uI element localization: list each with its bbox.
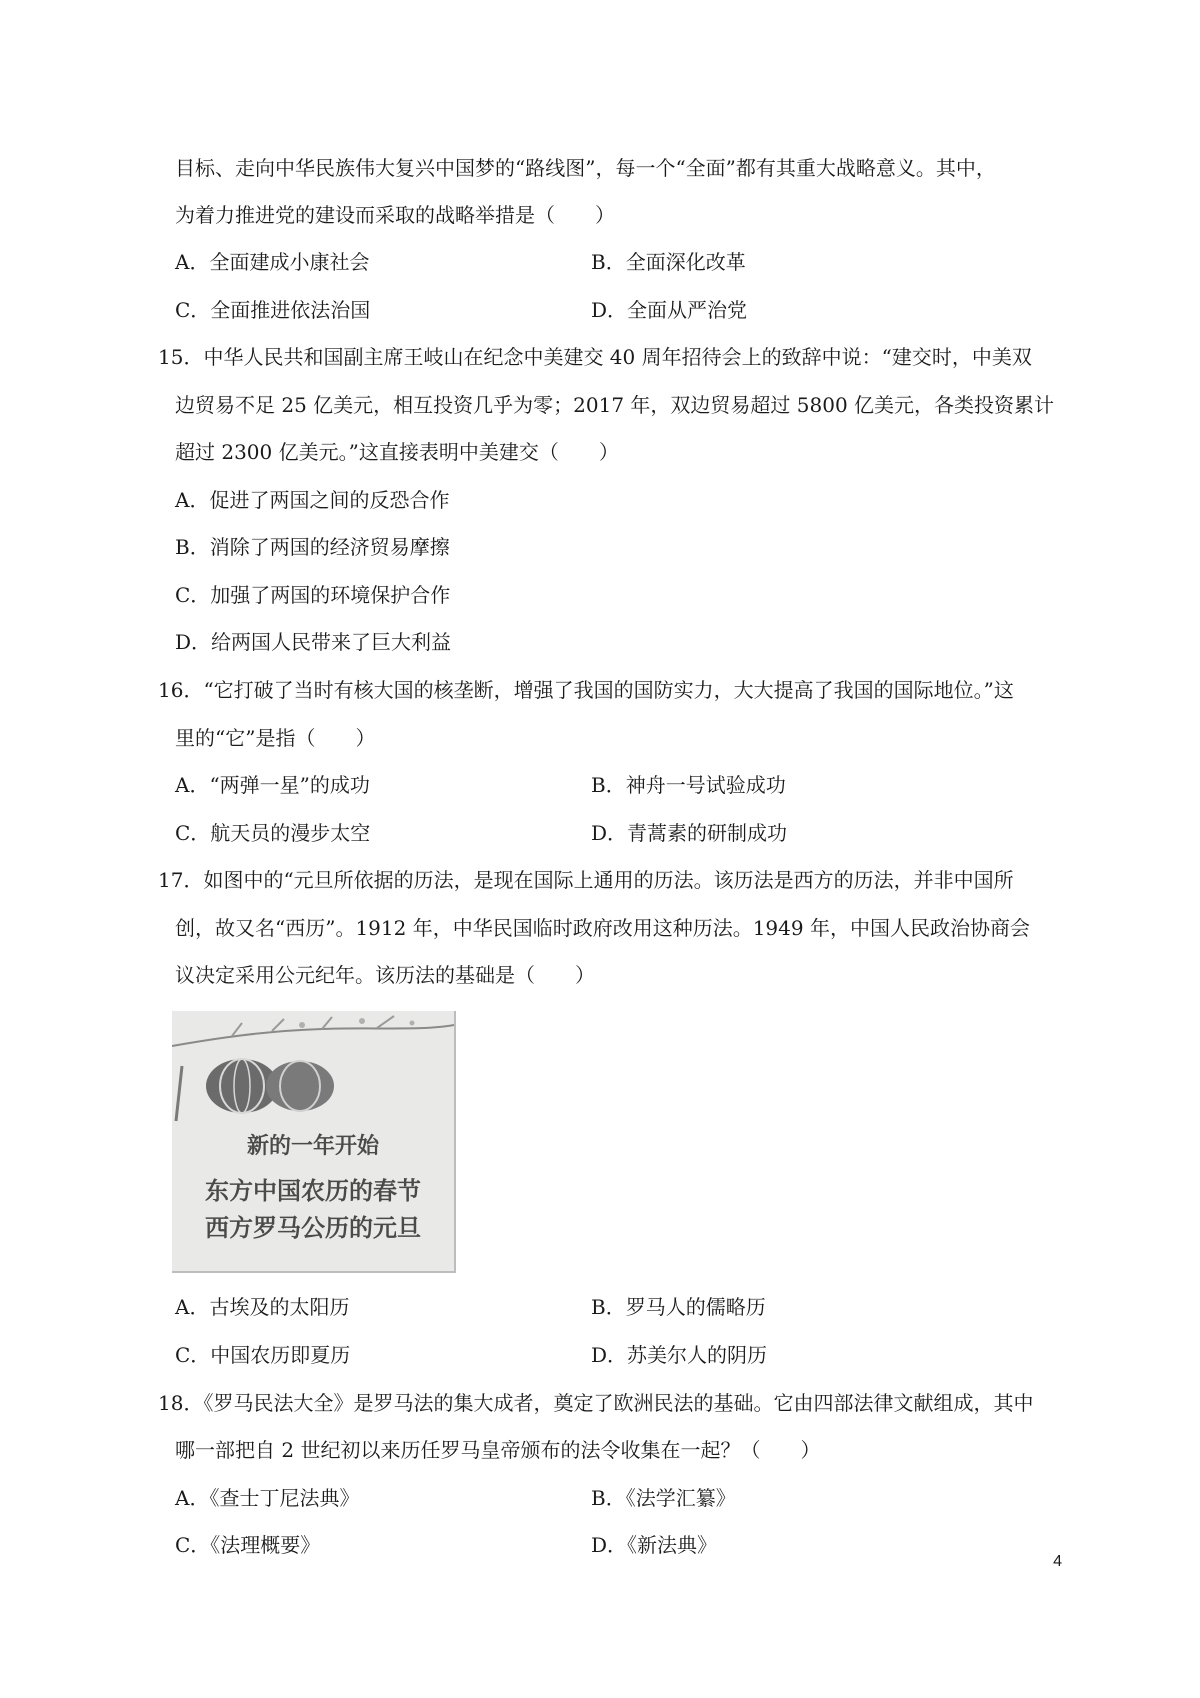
q14-option-a: A．全面建成小康社会 — [175, 250, 370, 274]
q18-stem-line2: 哪一部把自 2 世纪初以来历任罗马皇帝颁布的法令收集在一起？（ ） — [175, 1438, 821, 1462]
q17-stem-line3: 议决定采用公元纪年。该历法的基础是（ ） — [175, 963, 595, 987]
q15-stem-line2: 边贸易不足 25 亿美元，相互投资几乎为零；2017 年，双边贸易超过 5800 亿美元，各类投资累计 — [175, 393, 1055, 417]
calendar-figure — [172, 1011, 456, 1273]
figure-caption-line2: 东方中国农历的春节 — [205, 1177, 421, 1205]
figure-caption-line3: 西方罗马公历的元旦 — [205, 1214, 421, 1242]
q18-stem-line1: 18．《罗马民法大全》是罗马法的集大成者，奠定了欧洲民法的基础。它由四部法律文献组成，其中 — [158, 1391, 1034, 1415]
q18-option-b: B．《法学汇纂》 — [591, 1486, 736, 1510]
q15-option-c: C．加强了两国的环境保护合作 — [175, 583, 451, 607]
q16-stem-line1: 16．“它打破了当时有核大国的核垄断，增强了我国的国防实力，大大提高了我国的国际地位。”这 — [158, 678, 1014, 702]
q17-option-a: A．古埃及的太阳历 — [175, 1295, 350, 1319]
q17-stem-line2: 创，故又名“西历”。1912 年，中华民国临时政府改用这种历法。1949 年，中国人民政治协商会 — [175, 916, 1030, 940]
q18-option-c: C．《法理概要》 — [175, 1533, 321, 1557]
q18-option-d: D．《新法典》 — [591, 1533, 718, 1557]
q15-stem-line3: 超过 2300 亿美元。”这直接表明中美建交（ ） — [175, 440, 619, 464]
figure-caption-line1: 新的一年开始 — [246, 1134, 379, 1159]
q17-option-d: D．苏美尔人的阴历 — [591, 1343, 768, 1367]
q14-stem-line2: 为着力推进党的建设而采取的战略举措是（ ） — [175, 203, 615, 227]
q16-option-d: D．青蒿素的研制成功 — [591, 821, 788, 845]
q16-option-b: B．神舟一号试验成功 — [591, 773, 786, 797]
q16-stem-line2: 里的“它”是指（ ） — [175, 726, 376, 750]
q14-option-d: D．全面从严治党 — [591, 298, 748, 322]
q17-stem-line1: 17．如图中的“元旦所依据的历法，是现在国际上通用的历法。该历法是西方的历法，并非中国所 — [158, 868, 1014, 892]
page-number: 4 — [1053, 1553, 1062, 1570]
q15-option-d: D．给两国人民带来了巨大利益 — [175, 630, 452, 654]
q15-option-a: A．促进了两国之间的反恐合作 — [175, 488, 450, 512]
q16-option-a: A．“两弹一星”的成功 — [175, 773, 370, 797]
q14-stem-line1: 目标、走向中华民族伟大复兴中国梦的“路线图”，每一个“全面”都有其重大战略意义。其中， — [175, 156, 996, 180]
q14-option-c: C．全面推进依法治国 — [175, 298, 371, 322]
q17-option-c: C．中国农历即夏历 — [175, 1343, 351, 1367]
q18-option-a: A．《查士丁尼法典》 — [175, 1486, 360, 1510]
q15-option-b: B．消除了两国的经济贸易摩擦 — [175, 535, 450, 559]
q15-stem-line1: 15．中华人民共和国副主席王岐山在纪念中美建交 40 周年招待会上的致辞中说：“建交时，中美双 — [158, 345, 1032, 369]
q16-option-c: C．航天员的漫步太空 — [175, 821, 371, 845]
q14-option-b: B．全面深化改革 — [591, 250, 746, 274]
q17-option-b: B．罗马人的儒略历 — [591, 1295, 766, 1319]
